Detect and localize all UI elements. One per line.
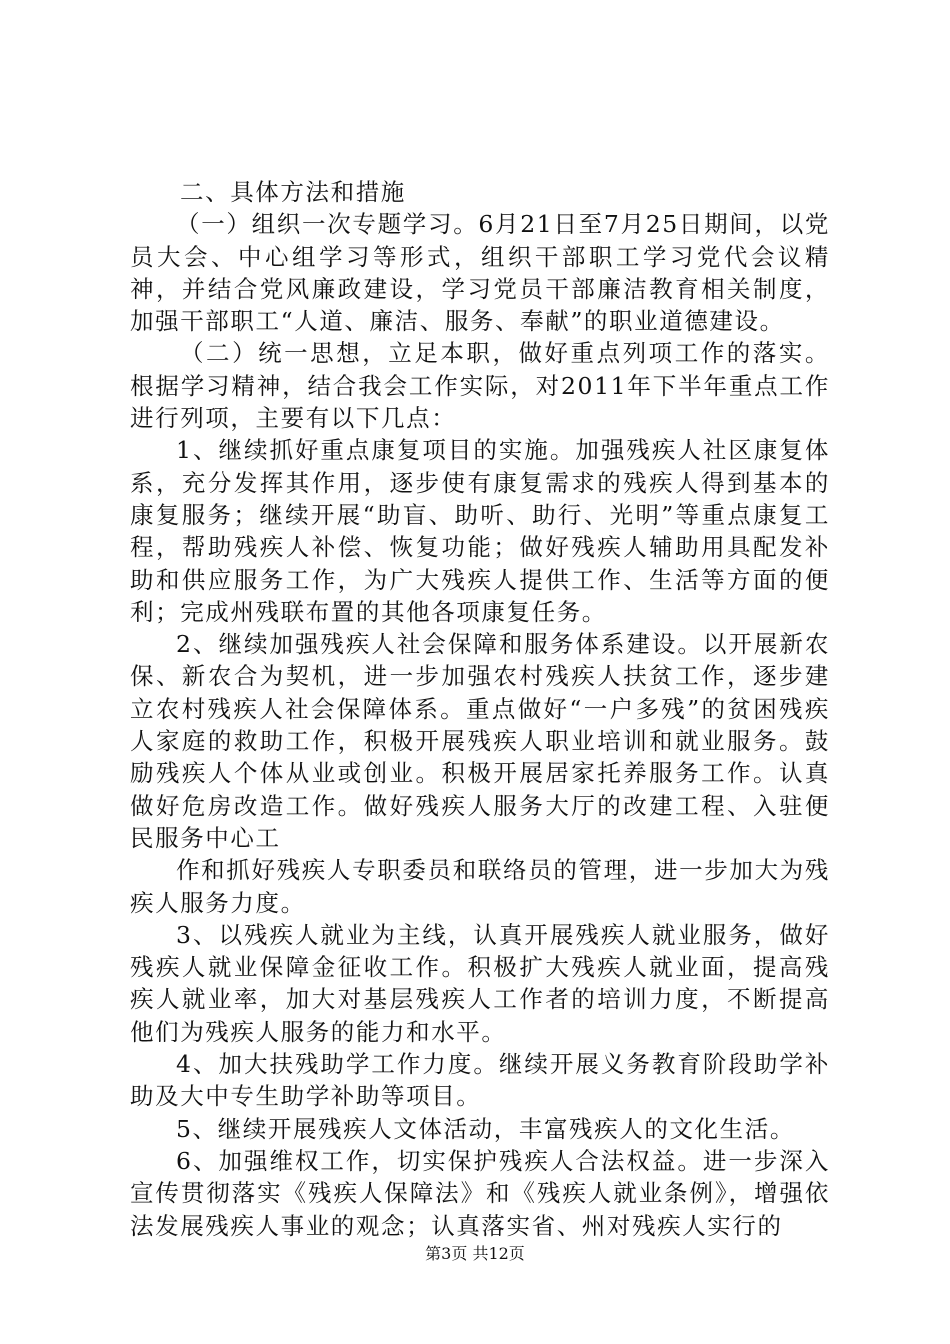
- paragraph-social-security: 2、继续加强残疾人社会保障和服务体系建设。以开展新农保、新农合为契机，进一步加强农村残疾人扶贫工作，逐步建立农村残疾人社会保障体系。重点做好“一户多残”的贫困残疾人家庭的救助工作，积极开展残疾人职业培训和就业服务。鼓励残疾人个体从业或创业。积极开展居家托养服务工作。认真做好危房改造工作。做好残疾人服务大厅的改建工程、入驻便民服务中心工: [130, 630, 830, 852]
- section-heading: 二、具体方法和措施: [180, 178, 406, 206]
- paragraph-rehabilitation: 1、继续抓好重点康复项目的实施。加强残疾人社区康复体系，充分发挥其作用，逐步使有康复需求的残疾人得到基本的康复服务；继续开展“助盲、助听、助行、光明”等重点康复工程，帮助残疾人补偿、恢复功能；做好残疾人辅助用具配发补助和供应服务工作，为广大残疾人提供工作、生活等方面的便利；完成州残联布置的其他各项康复任务。: [130, 436, 830, 626]
- paragraph-employment: 3、以残疾人就业为主线，认真开展残疾人就业服务，做好残疾人就业保障金征收工作。积极扩大残疾人就业面，提高残疾人就业率，加大对基层残疾人工作者的培训力度，不断提高他们为残疾人服务的能力和水平。: [130, 920, 830, 1046]
- paragraph-study: （一）组织一次专题学习。6月21日至7月25日期间，以党员大会、中心组学习等形式，组织干部职工学习党代会议精神，并结合党风廉政建设，学习党员干部廉洁教育相关制度，加强干部职工“人道、廉洁、服务、奉献”的职业道德建设。: [130, 210, 830, 336]
- paragraph-culture: 5、继续开展残疾人文体活动，丰富残疾人的文化生活。: [176, 1114, 795, 1143]
- paragraph-continuation: 作和抓好残疾人专职委员和联络员的管理，进一步加大为残疾人服务力度。: [130, 856, 830, 917]
- paragraph-unify-thinking: （二）统一思想，立足本职，做好重点列项工作的落实。根据学习精神，结合我会工作实际，对2011年下半年重点工作进行列项，主要有以下几点：: [130, 339, 830, 433]
- paragraph-education: 4、加大扶残助学工作力度。继续开展义务教育阶段助学补助及大中专生助学补助等项目。: [130, 1050, 830, 1111]
- document-body: [130, 176, 830, 1242]
- paragraph-rights: 6、加强维权工作，切实保护残疾人合法权益。进一步深入宣传贯彻落实《残疾人保障法》和《残疾人就业条例》，增强依法发展残疾人事业的观念；认真落实省、州对残疾人实行的: [130, 1146, 830, 1240]
- page-number-footer: 第3页 共12页: [425, 1244, 525, 1263]
